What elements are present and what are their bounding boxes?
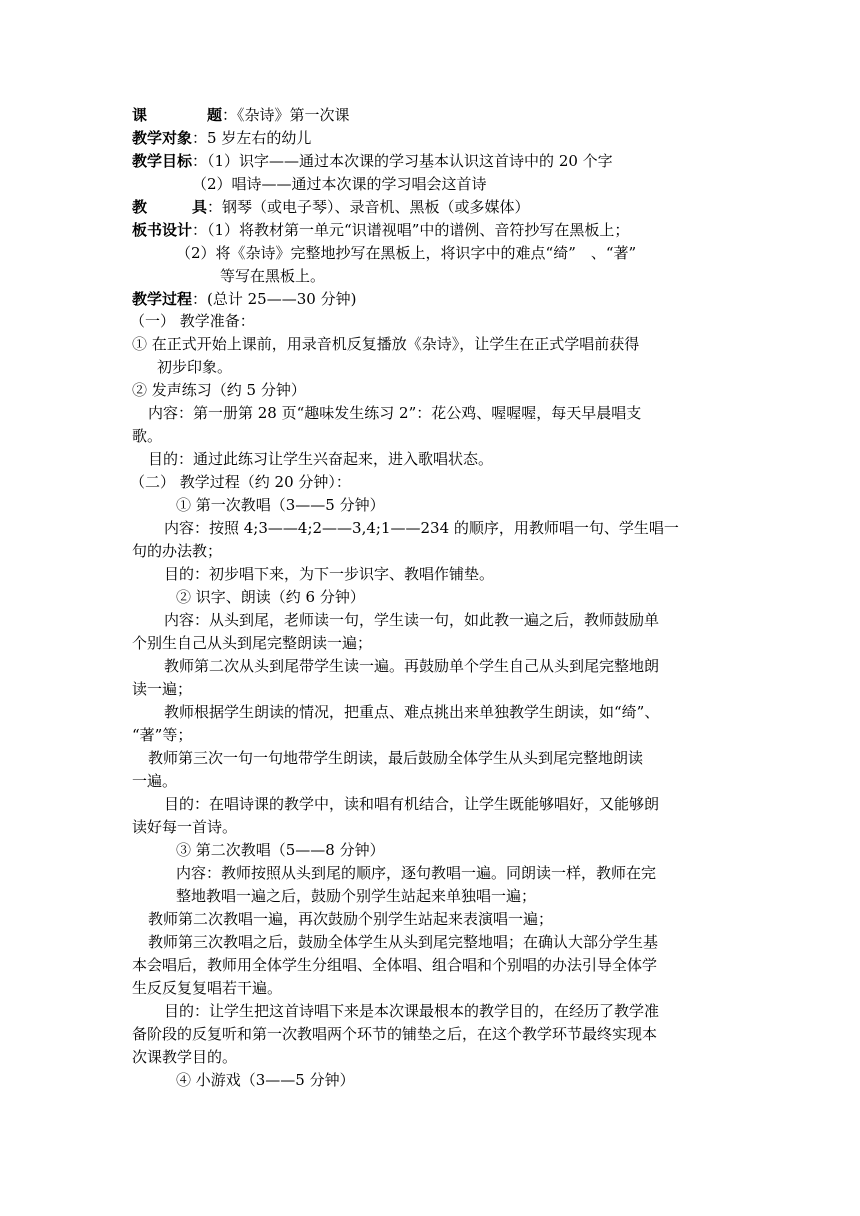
board-line-3: 等写在黑板上。 xyxy=(220,267,326,285)
goal-value-1: ：（1）识字——通过本次课的学习基本认识这首诗中的 20 个字 xyxy=(192,152,613,170)
body-line: 内容：第一册第 28 页“趣味发生练习 2”：花公鸡、喔喔喔，每天早晨唱支 xyxy=(148,404,642,422)
target-label: 教学对象 xyxy=(132,129,193,147)
body-line: ① 在正式开始上课前，用录音机反复播放《杂诗》，让学生在正式学唱前获得 xyxy=(132,335,640,353)
body-line: 备阶段的反复听和第一次教唱两个环节的铺垫之后，在这个教学环节最终实现本 xyxy=(132,1025,658,1043)
body-line: 初步印象。 xyxy=(157,358,233,376)
topic-value: ：《杂诗》第一次课 xyxy=(222,106,350,124)
body-line: “著”等； xyxy=(132,726,193,744)
body-line: 个别生自己从头到尾完整朗读一遍； xyxy=(132,634,373,652)
section-two-heading: （二） 教学过程（约 20 分钟）： xyxy=(130,473,351,491)
tools-value: ：钢琴（或电子琴）、录音机、黑板（或多媒体） xyxy=(207,198,530,216)
step-heading: ② 识字、朗读（约 6 分钟） xyxy=(176,588,365,606)
tools-line xyxy=(132,196,530,218)
goal-line xyxy=(132,150,613,172)
body-line: 教师第三次一句一句地带学生朗读，最后鼓励全体学生从头到尾完整地朗读 xyxy=(148,749,644,767)
body-line: 目的：让学生把这首诗唱下来是本次课最根本的教学目的，在经历了教学准 xyxy=(164,1002,660,1020)
step-heading: ① 第一次教唱（3——5 分钟） xyxy=(176,496,385,514)
topic-line xyxy=(132,104,350,126)
process-label: 教学过程 xyxy=(132,290,193,308)
body-line: 教师第二次从头到尾带学生读一遍。再鼓励单个学生自己从头到尾完整地朗 xyxy=(164,657,660,675)
goal-label: 教学目标 xyxy=(132,152,193,170)
tools-label-1: 教 xyxy=(132,198,148,216)
step-heading: ④ 小游戏（3——5 分钟） xyxy=(176,1071,355,1089)
body-line: 教师第三次教唱之后，鼓励全体学生从头到尾完整地唱；在确认大部分学生基 xyxy=(148,933,659,951)
board-label: 板书设计 xyxy=(132,221,193,239)
body-line: 内容：教师按照从头到尾的顺序，逐句教唱一遍。同朗读一样，教师在完 xyxy=(176,864,657,882)
board-line-2: （2）将《杂诗》完整地抄写在黑板上，将识字中的难点“绮” 、“著” xyxy=(176,244,637,262)
body-line: 目的：在唱诗课的教学中，读和唱有机结合，让学生既能够唱好，又能够朗 xyxy=(164,795,660,813)
process-line xyxy=(132,288,356,310)
body-line: 本会唱后，教师用全体学生分组唱、全体唱、组合唱和个别唱的办法引导全体学 xyxy=(132,956,658,974)
board-value-1: ：（1）将教材第一单元“识谱视唱”中的谱例、音符抄写在黑板上； xyxy=(192,221,630,239)
body-line: 内容：按照 4;3——4;2——3,4;1——234 的顺序，用教师唱一句、学生唱一 xyxy=(164,519,679,537)
body-line: 读一遍； xyxy=(132,680,193,698)
target-value: ：5 岁左右的幼儿 xyxy=(192,129,312,147)
body-line: 句的办法教； xyxy=(132,542,223,560)
body-line: 生反反复复唱若干遍。 xyxy=(132,979,283,997)
body-line: 教师根据学生朗读的情况，把重点、难点挑出来单独教学生朗读，如“绮”、 xyxy=(164,703,660,721)
body-line: 目的：初步唱下来，为下一步识字、教唱作铺垫。 xyxy=(164,565,495,583)
board-line xyxy=(132,219,629,241)
body-line: 内容：从头到尾，老师读一句，学生读一句，如此教一遍之后，教师鼓励单 xyxy=(164,611,660,629)
body-line: 整地教唱一遍之后，鼓励个别学生站起来单独唱一遍； xyxy=(176,887,537,905)
process-value: ：(总计 25——30 分钟) xyxy=(192,290,357,308)
body-line: 目的：通过此练习让学生兴奋起来，进入歌唱状态。 xyxy=(148,450,494,468)
body-line: 一遍。 xyxy=(132,772,178,790)
body-line: 歌。 xyxy=(132,427,163,445)
section-one-heading: （一） 教学准备： xyxy=(130,312,255,330)
topic-label-2: 题 xyxy=(207,106,223,124)
body-line: 读好每一首诗。 xyxy=(132,818,238,836)
step-heading: ③ 第二次教唱（5——8 分钟） xyxy=(176,841,385,859)
body-line: 次课教学目的。 xyxy=(132,1048,238,1066)
tools-label-2: 具 xyxy=(192,198,208,216)
body-line: ② 发声练习（约 5 分钟） xyxy=(132,381,306,399)
target-line xyxy=(132,127,311,149)
topic-label-1: 课 xyxy=(132,106,148,124)
goal-line-2: （2）唱诗——通过本次课的学习唱会这首诗 xyxy=(192,175,487,193)
body-line: 教师第二次教唱一遍，再次鼓励个别学生站起来表演唱一遍； xyxy=(148,910,554,928)
